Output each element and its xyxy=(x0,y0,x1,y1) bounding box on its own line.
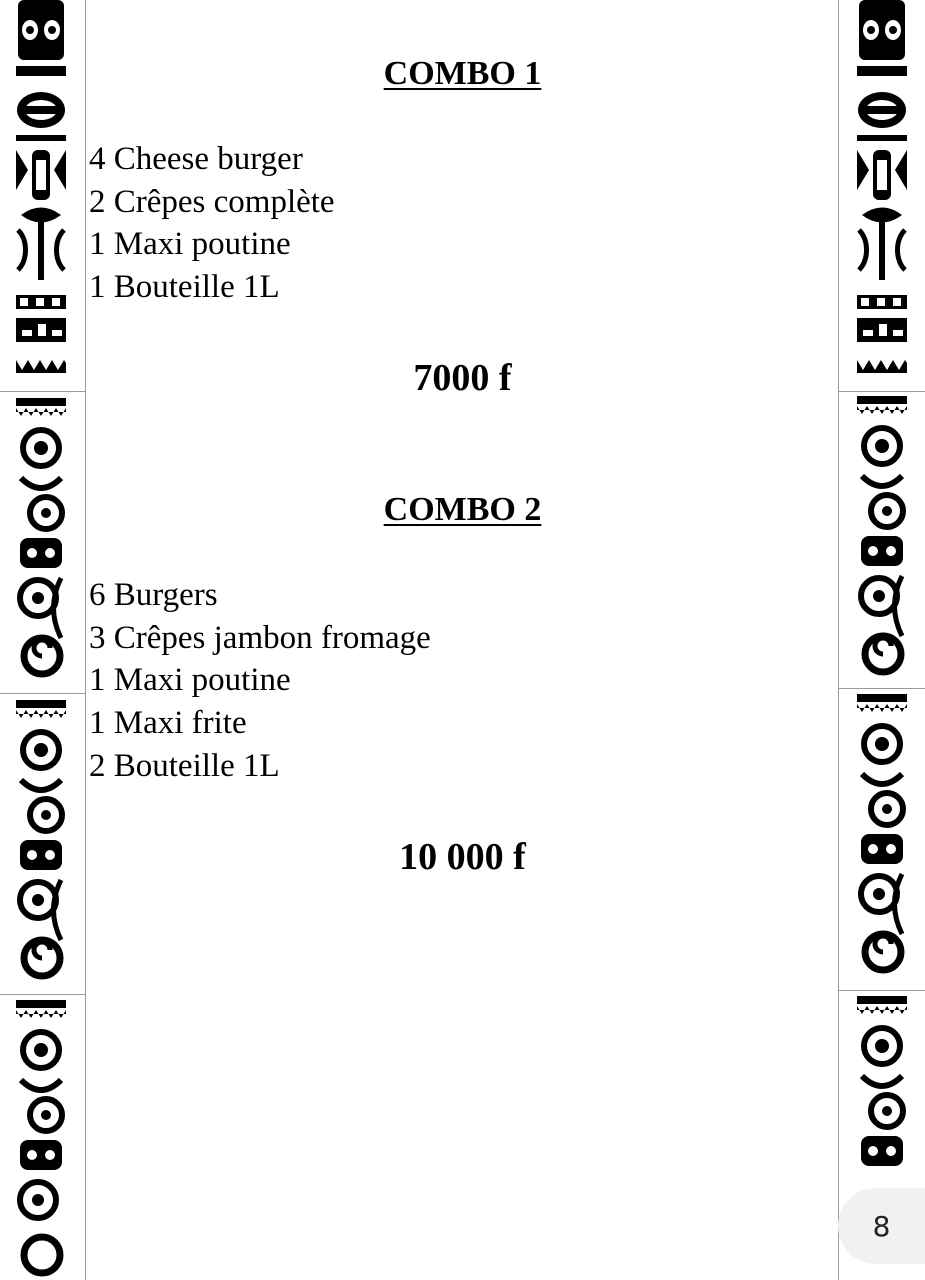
border-divider xyxy=(839,688,925,689)
list-item: 3 Crêpes jambon fromage xyxy=(89,619,431,656)
spiral-pattern-icon xyxy=(16,1000,66,1280)
border-divider xyxy=(839,391,925,392)
right-tattoo-border xyxy=(838,0,925,1280)
spiral-pattern-icon xyxy=(16,398,66,683)
list-item: 2 Crêpes complète xyxy=(89,183,335,220)
combo-1-price: 7000 f xyxy=(413,357,512,399)
spiral-pattern-icon xyxy=(857,694,907,979)
list-item: 6 Burgers xyxy=(89,577,218,613)
border-divider xyxy=(839,990,925,991)
list-item: 1 Maxi poutine xyxy=(89,226,291,263)
left-tattoo-border xyxy=(0,0,86,1280)
spiral-pattern-icon xyxy=(857,396,907,681)
tiki-totem-icon xyxy=(857,0,907,385)
list-item: 4 Cheese burger xyxy=(89,141,303,177)
list-item: 1 Maxi poutine xyxy=(89,662,291,699)
combo-1-title: COMBO 1 xyxy=(383,55,542,92)
tiki-totem-icon xyxy=(16,0,66,385)
list-item: 1 Maxi frite xyxy=(89,705,247,742)
spiral-pattern-icon xyxy=(16,700,66,985)
list-item: 2 Bouteille 1L xyxy=(89,747,280,784)
page-number-badge[interactable]: 8 xyxy=(838,1188,925,1264)
combo-2-price: 10 000 f xyxy=(399,836,526,878)
combo-1-items xyxy=(89,138,335,309)
combo-2-items xyxy=(89,574,431,788)
border-divider xyxy=(0,693,85,694)
border-divider xyxy=(0,994,85,995)
list-item: 1 Bouteille 1L xyxy=(89,269,280,306)
border-divider xyxy=(0,391,85,392)
combo-2-title: COMBO 2 xyxy=(383,491,542,528)
